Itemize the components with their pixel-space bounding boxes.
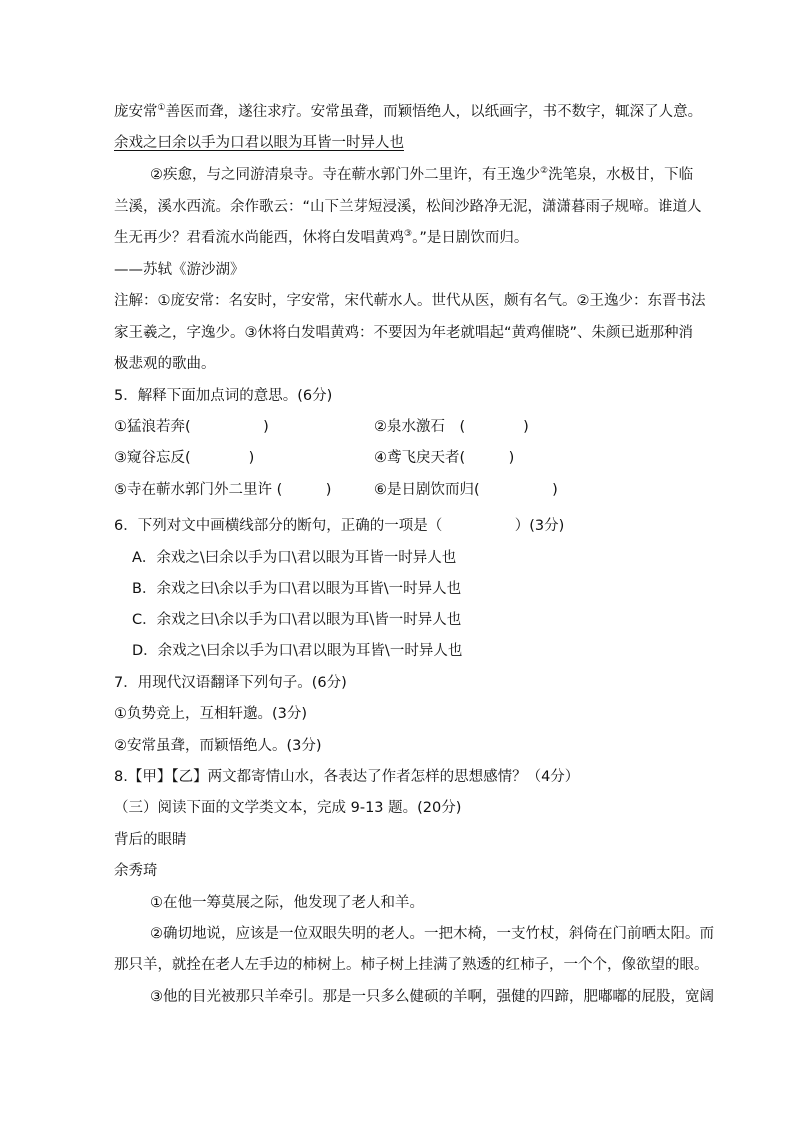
q7-item-1: ①负势竞上，互相轩邈。(3分) [114, 706, 308, 722]
text-span: 洗笔泉，水极甘，下临 [548, 167, 694, 183]
article-paragraph-2b: 那只羊，就拴在老人左手边的柿树上。柿子树上挂满了熟透的红柿子，一个个，像欲望的眼。 [114, 957, 709, 973]
text-span: 善医而聋，遂往求疗。安常虽聋，而颖悟绝人，以纸画字，书不数字，辄深了人意。 [165, 104, 703, 120]
q6-option-a: A．余戏之\曰余以手为口\君以眼为耳皆一时异人也 [132, 550, 457, 566]
q5-item-1: ①猛浪若奔( ) [114, 419, 269, 435]
underlined-sentence: 余戏之曰余以手为口君以眼为耳皆一时异人也 [114, 135, 404, 151]
text-line-4: 兰溪，溪水西流。余作歌云：“山下兰芽短浸溪，松间沙路净无泥，潇潇暮雨子规啼。谁道人 [114, 199, 702, 215]
text-line-3 [150, 165, 693, 185]
text-span: 庞安常 [114, 104, 158, 120]
q5-item-5: ⑤寺在蕲水郭门外二里许 ( ) [114, 482, 332, 498]
section-3-heading: （三）阅读下面的文学类文本，完成 9-13 题。(20分) [114, 800, 462, 816]
footnote-mark: ① [157, 103, 166, 113]
q6-option-d: D．余戏之\曰余以手为口\君以眼为耳皆\一时异人也 [132, 643, 463, 659]
text-span: 。”是日剧饮而归。 [412, 230, 529, 246]
question-5: 5．解释下面加点词的意思。(6分) [114, 388, 333, 404]
article-title: 背后的眼睛 [114, 832, 187, 848]
article-paragraph-1: ①在他一筹莫展之际，他发现了老人和羊。 [150, 895, 424, 911]
notes-line-2: 家王羲之，字逸少。③休将白发唱黄鸡：不要因为年老就唱起“黄鸡催晓”、朱颜已逝那种消 [114, 325, 694, 341]
q5-item-3: ③窥谷忘反( ) [114, 450, 255, 466]
q5-item-6: ⑥是日剧饮而归( ) [374, 482, 558, 498]
footnote-mark: ③ [404, 229, 413, 239]
text-line-5 [114, 228, 528, 248]
q6-option-c: C．余戏之曰\余以手为口\君以眼为耳\皆一时异人也 [132, 612, 462, 628]
question-6: 6．下列对文中画横线部分的断句，正确的一项是（ ）(3分) [114, 518, 565, 534]
question-8: 8.【甲】【乙】两文都寄情山水，各表达了作者怎样的思想感情？（4分） [114, 769, 580, 785]
article-paragraph-2a: ②确切地说，应该是一位双眼失明的老人。一把木椅，一支竹杖，斜倚在门前晒太阳。而 [150, 926, 714, 942]
footnote-mark: ② [540, 166, 549, 176]
text-span: 生无再少？君看流水尚能西，休将白发唱黄鸡 [114, 230, 404, 246]
text-line-1 [114, 102, 702, 122]
q7-item-2: ②安常虽聋，而颖悟绝人。(3分) [114, 738, 322, 754]
q5-item-4: ④鸢飞戾天者( ) [374, 450, 515, 466]
notes-line-3: 极悲观的歌曲。 [114, 356, 216, 372]
article-author: 余秀琦 [114, 863, 158, 879]
text-span: ②疾愈，与之同游清泉寺。寺在蕲水郭门外二里许，有王逸少 [150, 167, 540, 183]
article-paragraph-3: ③他的目光被那只羊牵引。那是一只多么健硕的羊啊，强健的四蹄，肥嘟嘟的屁股，宽阔 [150, 989, 714, 1005]
q5-item-2: ②泉水激石 ( ) [374, 419, 529, 435]
source-attribution: ——苏轼《游沙湖》 [114, 262, 245, 278]
question-7: 7．用现代汉语翻译下列句子。(6分) [114, 675, 347, 691]
q6-option-b: B．余戏之曰\余以手为口\君以眼为耳皆\一时异人也 [132, 581, 462, 597]
notes-line-1: 注解：①庞安常：名安时，字安常，宋代蕲水人。世代从医，颇有名气。②王逸少：东晋书法 [114, 293, 706, 309]
